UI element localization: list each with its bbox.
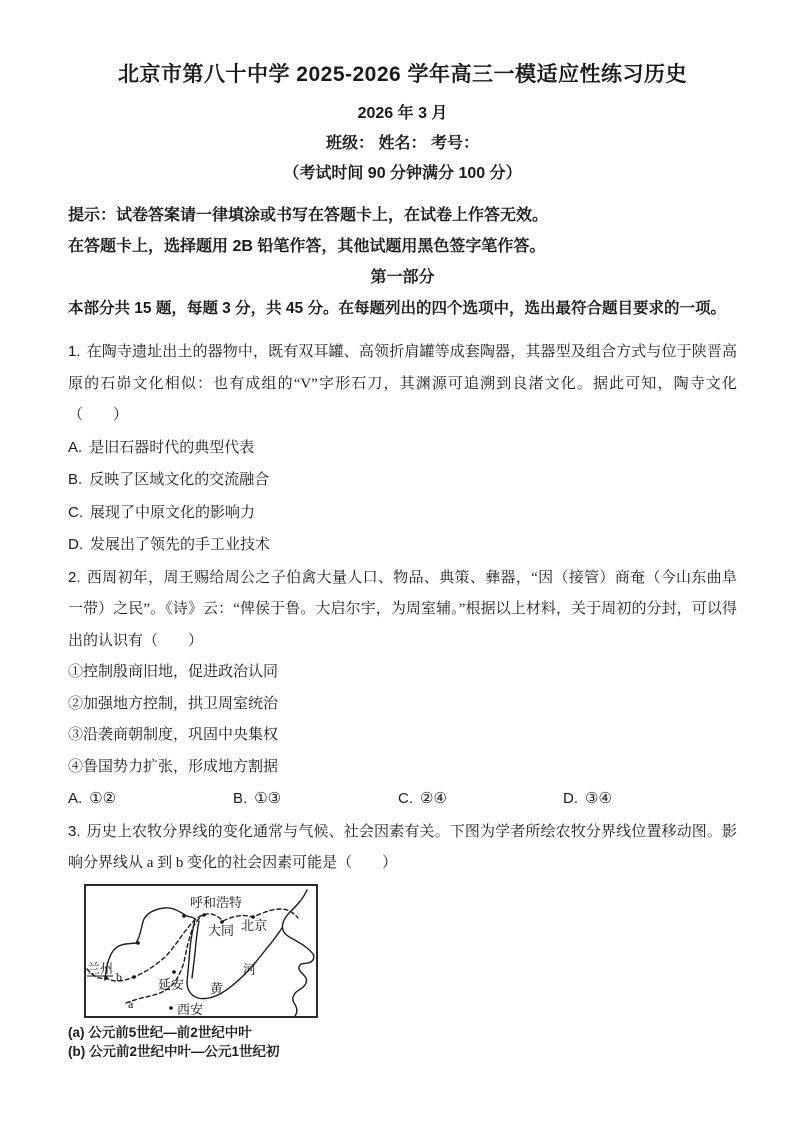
question-2-options-row bbox=[68, 783, 737, 816]
option-label: D. bbox=[563, 790, 578, 807]
question-2-option-a bbox=[68, 783, 233, 816]
option-text: ①② bbox=[89, 791, 117, 807]
question-3-text: 历史上农牧分界线的变化通常与气候、社会因素有关。下图为学者所绘农牧分界线位置移动图。影响分界线从 a 到 b 变化的社会因素可能是（ ） bbox=[68, 823, 737, 871]
page-title: 北京市第八十中学 2025-2026 学年高三一模适应性练习历史 bbox=[117, 63, 688, 86]
map-svg bbox=[86, 886, 316, 1016]
question-2-statement-1: ①控制殷商旧地，促进政治认同 bbox=[68, 664, 279, 680]
map-label-huang-river-char1: 黄 bbox=[210, 980, 224, 996]
question-1 bbox=[68, 336, 737, 562]
question-3-number: 3. bbox=[68, 822, 81, 840]
student-info-line: 班级： 姓名： 考号： bbox=[326, 135, 479, 152]
city-dot bbox=[132, 975, 136, 979]
farming-pastoral-boundary-map bbox=[84, 884, 318, 1018]
question-3 bbox=[68, 816, 737, 1061]
exam-date: 2026 年 3 月 bbox=[357, 105, 448, 122]
question-2-number: 2. bbox=[68, 568, 81, 586]
map-yellow-river-line bbox=[187, 919, 282, 999]
question-2-option-d bbox=[563, 783, 728, 816]
map-label-he-river-char2: 河 bbox=[243, 961, 257, 977]
city-dot-hohhot bbox=[202, 913, 206, 917]
question-3-stem bbox=[68, 816, 737, 880]
question-2-text: 西周初年，周王赐给周公之子伯禽大量人口、物品、典策、彝器，“因（接管）商奄（今山东曲阜一带）之民”。《诗》云：“俾侯于鲁。大启尔宇，为周室辅。”根据以上材料，关于周初的分封，可以得出的认识有（ ） bbox=[68, 569, 737, 649]
city-dot bbox=[104, 976, 108, 980]
question-2-option-b bbox=[233, 783, 398, 816]
option-label: C. bbox=[398, 790, 413, 807]
option-text: 发展出了领先的手工业技术 bbox=[90, 537, 271, 553]
map-captions bbox=[68, 1023, 737, 1061]
question-2-stem bbox=[68, 562, 737, 658]
map-label-hohhot: 呼和浩特 bbox=[190, 894, 243, 910]
map-label-beijing: 北京 bbox=[241, 917, 268, 933]
map-label-line-a: a bbox=[128, 996, 134, 1011]
option-label: C. bbox=[68, 503, 83, 521]
notice-line-2: 在答题卡上，选择题用 2B 铅笔作答，其他试题用黑色签字笔作答。 bbox=[68, 238, 546, 255]
page-content bbox=[0, 60, 793, 1061]
city-dot bbox=[182, 914, 186, 918]
question-2 bbox=[68, 562, 737, 816]
map-label-xian: 西安 bbox=[177, 1001, 204, 1016]
option-text: ①③ bbox=[254, 791, 282, 807]
map-label-datong: 大同 bbox=[208, 922, 235, 938]
option-label: D. bbox=[68, 536, 83, 553]
exam-duration-line: （考试时间 90 分钟满分 100 分） bbox=[283, 165, 522, 182]
question-1-option-d bbox=[68, 529, 737, 562]
map-caption-b: (b) 公元前2世纪中叶—公元1世纪初 bbox=[68, 1043, 280, 1059]
option-label: B. bbox=[68, 471, 83, 488]
question-1-option-c bbox=[68, 497, 737, 530]
option-text: 是旧石器时代的典型代表 bbox=[89, 439, 255, 456]
option-text: ②④ bbox=[420, 791, 447, 807]
option-label: A. bbox=[68, 790, 83, 807]
question-2-statement-4: ④鲁国势力扩张，形成地方割据 bbox=[68, 758, 279, 775]
question-1-option-a bbox=[68, 432, 737, 465]
section-intro: 本部分共 15 题，每题 3 分，共 45 分。在每题列出的四个选项中，选出最符合题目要求的一项。 bbox=[68, 300, 726, 317]
map-caption-a: (a) 公元前5世纪—前2世纪中叶 bbox=[68, 1024, 252, 1040]
city-dot bbox=[136, 941, 140, 945]
question-2-statement-3: ③沿袭商朝制度，巩固中央集权 bbox=[68, 727, 279, 743]
question-2-option-c bbox=[398, 783, 563, 816]
option-label: B. bbox=[233, 790, 248, 807]
map-label-yanan: 延安 bbox=[158, 976, 185, 992]
city-dot-xian bbox=[169, 1006, 173, 1010]
question-1-stem bbox=[68, 336, 737, 432]
question-1-text: 在陶寺遗址出土的器物中，既有双耳罐、高领折肩罐等成套陶器，其器型及组合方式与位于陕晋高原的石峁文化相似：也有成组的“V”字形石刀，其渊源可追溯到良渚文化。据此可知，陶寺文化（ ） bbox=[68, 344, 737, 423]
question-2-statement-2: ②加强地方控制，拱卫周室统治 bbox=[68, 695, 279, 712]
notice-block bbox=[68, 200, 737, 262]
header-block bbox=[68, 99, 737, 189]
map-coastline bbox=[282, 890, 313, 1016]
notice-line-1: 提示：试卷答案请一律填涂或书写在答题卡上，在试卷上作答无效。 bbox=[68, 207, 549, 224]
map-label-line-b: b bbox=[116, 969, 122, 984]
option-text: 展现了中原文化的影响力 bbox=[90, 504, 256, 521]
option-text: ③④ bbox=[585, 791, 612, 807]
option-label: A. bbox=[68, 438, 83, 456]
city-dot-yanan bbox=[172, 970, 176, 974]
question-1-option-b bbox=[68, 464, 737, 497]
map-label-lanzhou: 兰州 bbox=[87, 960, 114, 976]
section-title: 第一部分 bbox=[370, 269, 435, 286]
option-text: 反映了区域文化的交流融合 bbox=[89, 472, 270, 488]
question-1-number: 1. bbox=[68, 343, 81, 360]
